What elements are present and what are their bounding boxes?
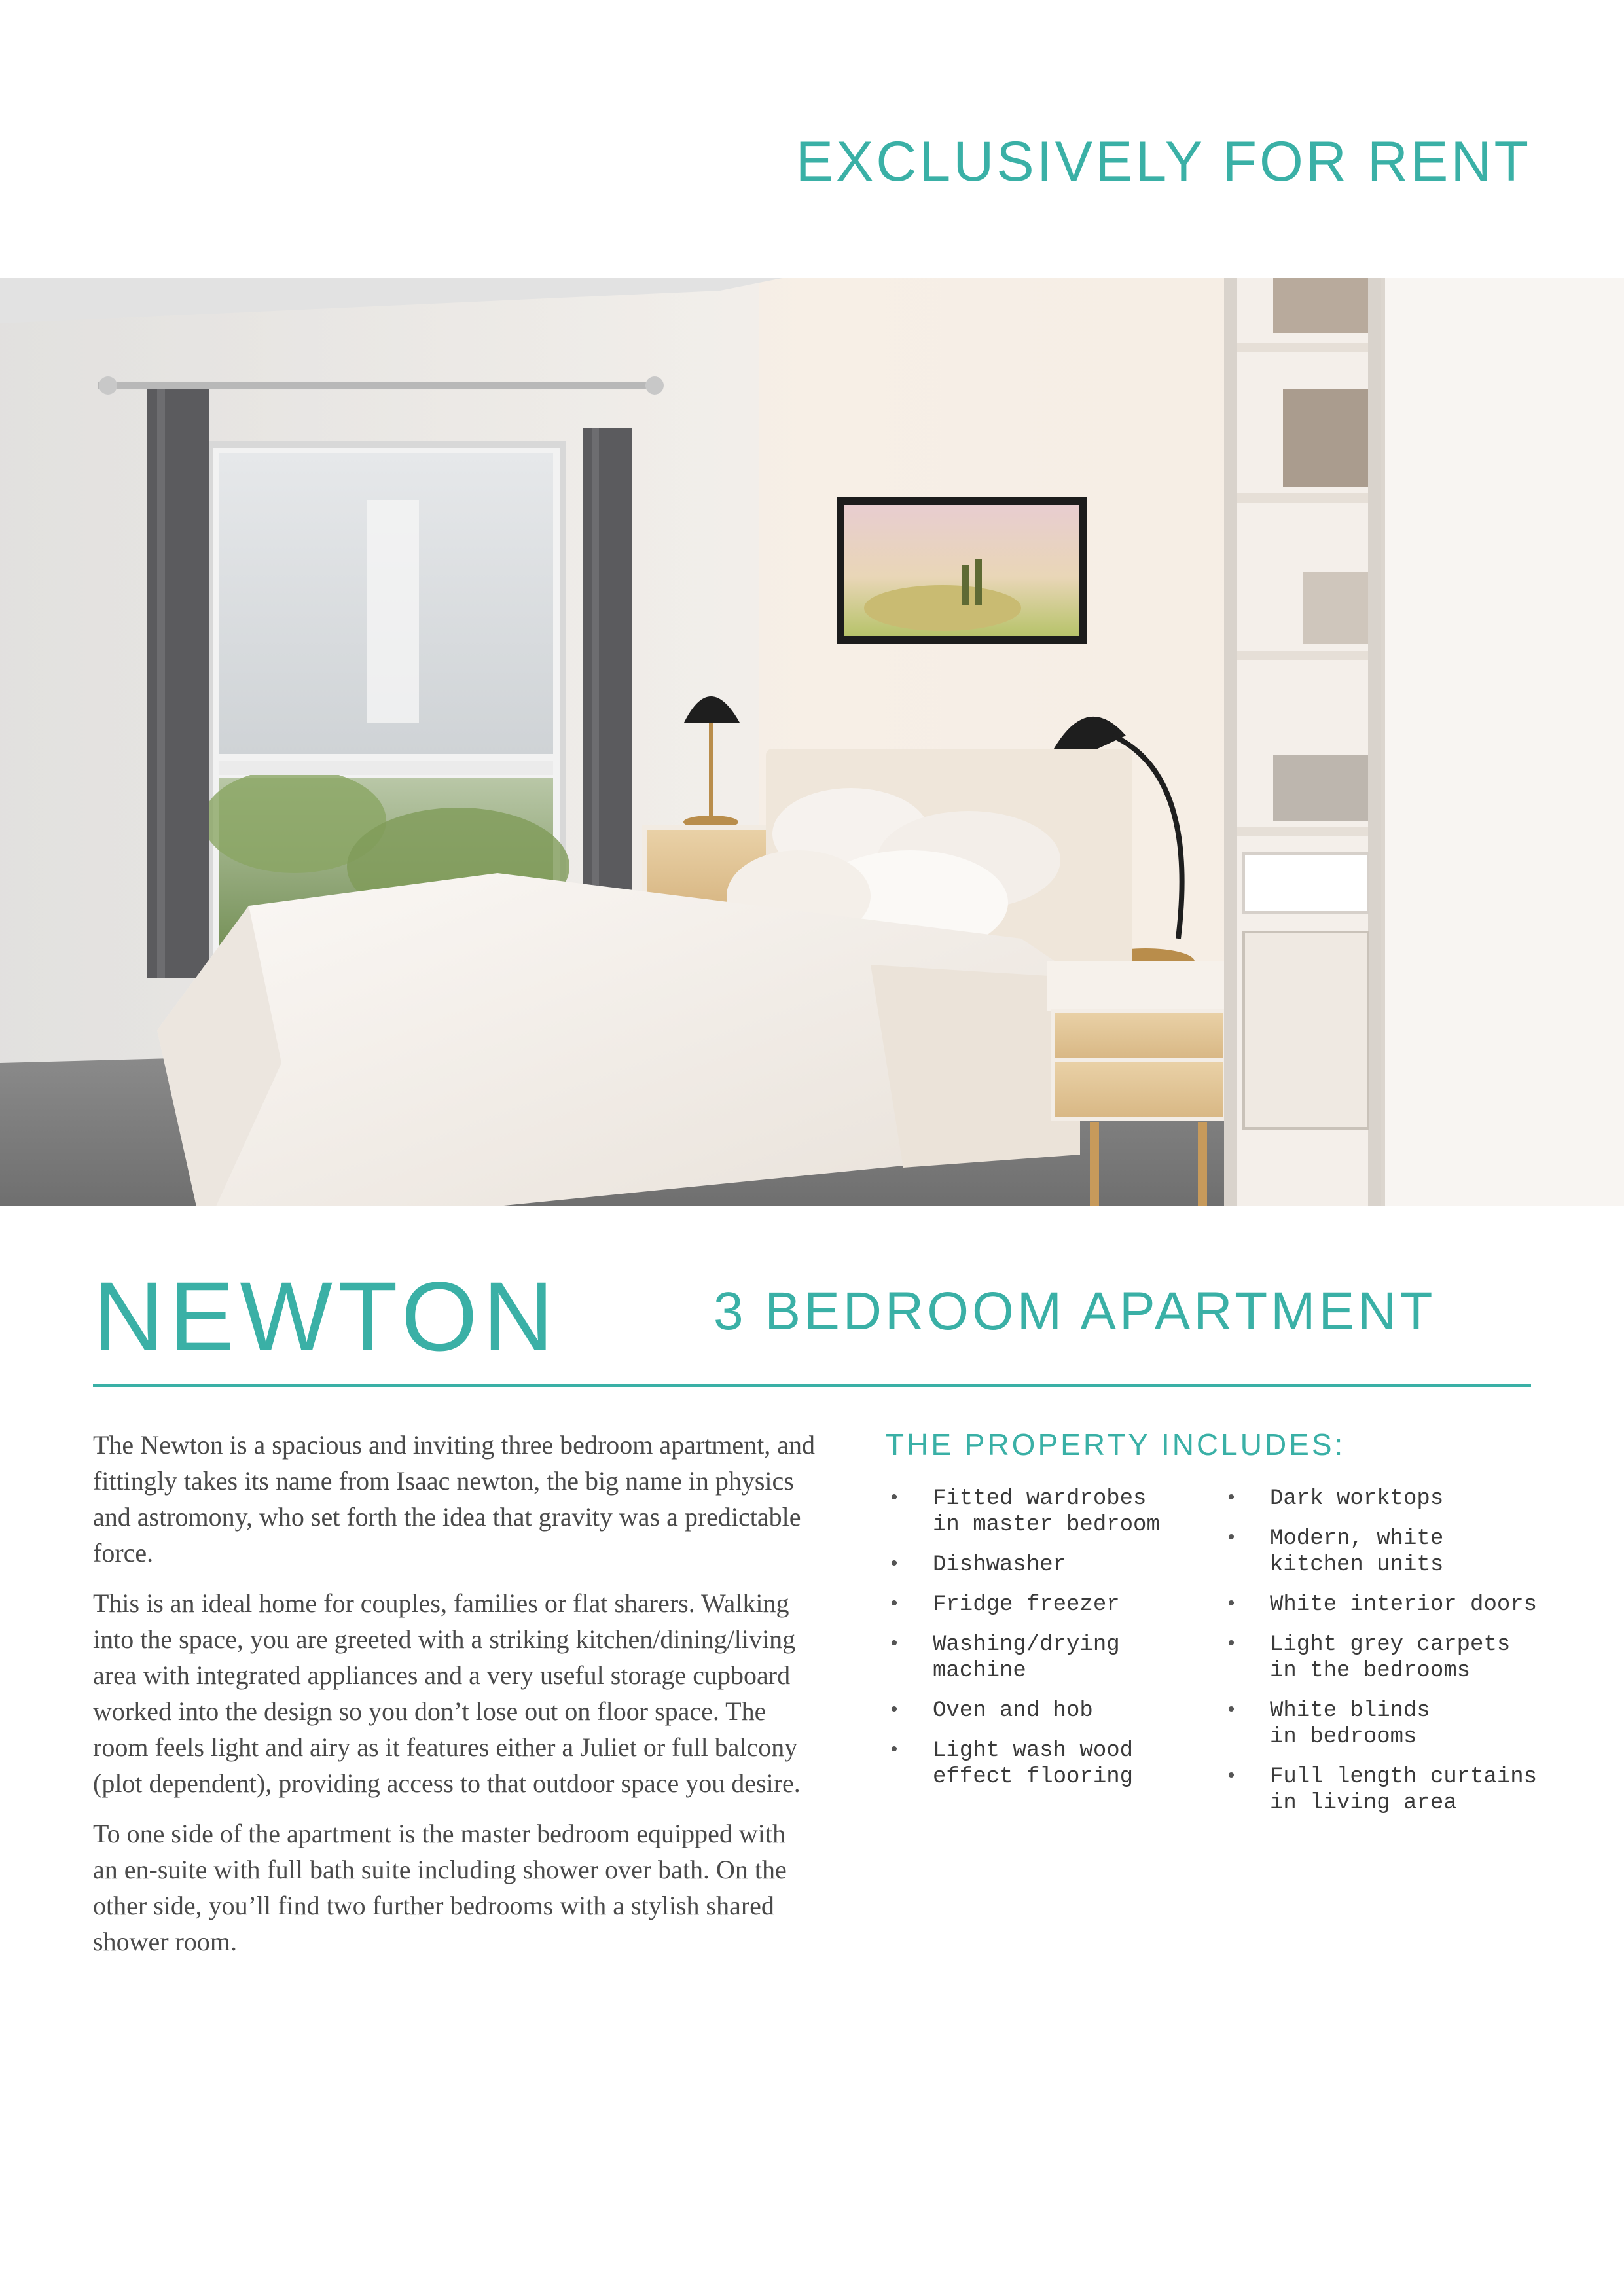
- feature-item-label: Full length curtains: [1270, 1765, 1538, 1789]
- feature-item-label: Washing/drying: [933, 1632, 1120, 1657]
- bullet-icon: •: [1225, 1766, 1238, 1788]
- bullet-icon: •: [1225, 1594, 1238, 1616]
- bullet-icon: •: [888, 1700, 901, 1722]
- property-type: 3 BEDROOM APARTMENT: [713, 1282, 1436, 1341]
- feature-item: [1223, 1698, 1563, 1750]
- feature-item: [1223, 1526, 1563, 1578]
- feature-item: [886, 1632, 1213, 1684]
- feature-item: [886, 1698, 1213, 1724]
- bullet-icon: •: [888, 1594, 901, 1616]
- feature-item-label: White interior doors: [1270, 1592, 1538, 1617]
- feature-item: [1223, 1632, 1563, 1684]
- page-kicker: EXCLUSIVELY FOR RENT: [795, 130, 1531, 193]
- feature-item: [886, 1486, 1213, 1538]
- section-divider: [93, 1384, 1531, 1387]
- feature-item-label: effect flooring: [933, 1765, 1134, 1789]
- description-paragraph: To one side of the apartment is the master bedroom equipped with an en-suite with full bath suite including shower over bath. On the other side, you’ll find two further bedrooms with a stylish shared shower room.: [93, 1819, 787, 1956]
- includes-list-column-1: [886, 1486, 1213, 1804]
- bullet-icon: •: [1225, 1488, 1238, 1510]
- bullet-icon: •: [888, 1740, 901, 1762]
- bedroom-illustration: [0, 278, 1624, 1206]
- feature-item-label: kitchen units: [1270, 1552, 1444, 1577]
- feature-item-label: Modern, white: [1270, 1526, 1444, 1551]
- feature-item-label: Fridge freezer: [933, 1592, 1120, 1617]
- feature-item-label: machine: [933, 1659, 1026, 1683]
- feature-item-label: in bedrooms: [1270, 1725, 1417, 1749]
- feature-item: [886, 1592, 1213, 1618]
- feature-item-label: Light grey carpets: [1270, 1632, 1511, 1657]
- feature-item: [886, 1552, 1213, 1578]
- feature-item-label: Oven and hob: [933, 1698, 1093, 1723]
- description-paragraph: The Newton is a spacious and inviting three bedroom apartment, and fittingly takes its name from Isaac newton, the big name in physics and astromony, who set forth the idea that gravity was a predictable force.: [93, 1430, 816, 1568]
- feature-item-label: Dishwasher: [933, 1552, 1067, 1577]
- feature-item-label: in living area: [1270, 1791, 1457, 1816]
- feature-item-label: in master bedroom: [933, 1513, 1160, 1537]
- description-paragraph: This is an ideal home for couples, families or flat sharers. Walking into the space, you are greeted with a striking kitchen/dining/living area with integrated appliances and a very useful storage cupboard worked into the design so you don’t lose out on floor space. The room feels light and airy as it features either a Juliet or full balcony (plot dependent), providing access to that outdoor space you desire.: [93, 1588, 801, 1798]
- includes-list-column-2: [1223, 1486, 1563, 1830]
- feature-item: [1223, 1592, 1563, 1618]
- bullet-icon: •: [1225, 1528, 1238, 1550]
- description: [93, 1427, 816, 1974]
- feature-item-label: Fitted wardrobes: [933, 1486, 1147, 1511]
- feature-item-label: Light wash wood: [933, 1738, 1134, 1763]
- feature-item: [886, 1738, 1213, 1790]
- feature-item: [1223, 1764, 1563, 1816]
- property-name: NEWTON: [93, 1261, 559, 1371]
- bullet-icon: •: [888, 1488, 901, 1510]
- feature-item-label: in the bedrooms: [1270, 1659, 1471, 1683]
- bullet-icon: •: [1225, 1700, 1238, 1722]
- bullet-icon: •: [1225, 1634, 1238, 1656]
- feature-item-label: Dark worktops: [1270, 1486, 1444, 1511]
- bullet-icon: •: [888, 1554, 901, 1576]
- feature-item-label: White blinds: [1270, 1698, 1430, 1723]
- includes-heading: THE PROPERTY INCLUDES:: [886, 1427, 1346, 1462]
- bullet-icon: •: [888, 1634, 901, 1656]
- hero-photo: [0, 278, 1624, 1206]
- feature-item: [1223, 1486, 1563, 1512]
